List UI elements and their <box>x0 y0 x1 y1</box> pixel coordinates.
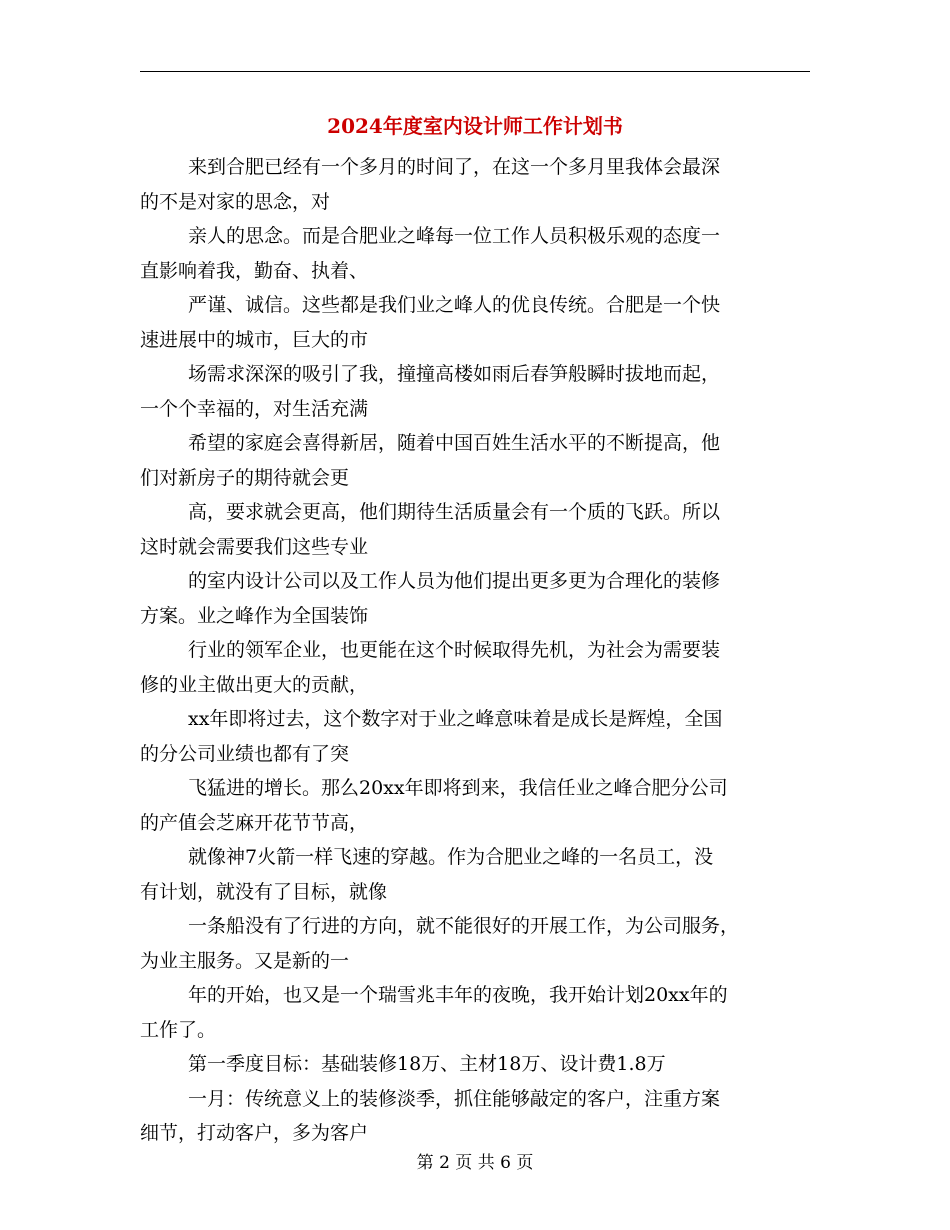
body-paragraph <box>140 564 810 633</box>
paragraph-line: 一个个幸福的，对生活充满 <box>140 397 369 420</box>
body-paragraph <box>140 1082 810 1151</box>
paragraph-line: 的产值会芝麻开花节节高， <box>140 811 369 834</box>
paragraph-line: 方案。业之峰作为全国装饰 <box>140 604 369 627</box>
paragraph-line: 来到合肥已经有一个多月的时间了，在这一个多月里我体会最深 <box>188 156 721 178</box>
body-paragraph <box>140 771 810 840</box>
paragraph-line: 行业的领军企业，也更能在这个时候取得先机，为社会为需要装 <box>188 639 721 661</box>
document-body <box>140 150 810 1151</box>
paragraph-line: 年的开始，也又是一个瑞雪兆丰年的夜晚，我开始计划20xx年的 <box>188 984 728 1006</box>
body-paragraph <box>140 219 810 288</box>
body-paragraph <box>140 909 810 978</box>
page-footer <box>0 1150 950 1176</box>
paragraph-line: 工作了。 <box>140 1018 217 1041</box>
paragraph-line: 的分公司业绩也都有了突 <box>140 742 350 765</box>
page-number-label: 第 2 页 共 6 页 <box>416 1153 534 1173</box>
body-paragraph <box>140 495 810 564</box>
body-paragraph <box>140 633 810 702</box>
body-paragraph <box>140 357 810 426</box>
document-title: 2024年度室内设计师工作计划书 <box>327 114 623 138</box>
paragraph-line: xx年即将过去，这个数字对于业之峰意味着是成长是辉煌，全国 <box>188 708 723 730</box>
paragraph-line: 速进展中的城市，巨大的市 <box>140 328 369 351</box>
body-paragraph <box>140 840 810 909</box>
paragraph-line: 的不是对家的思念，对 <box>140 190 331 213</box>
paragraph-line: 亲人的思念。而是合肥业之峰每一位工作人员积极乐观的态度一 <box>188 225 721 247</box>
paragraph-line: 第一季度目标：基础装修18万、主材18万、设计费1.8万 <box>188 1053 666 1075</box>
paragraph-line: 这时就会需要我们这些专业 <box>140 535 369 558</box>
paragraph-line: 修的业主做出更大的贡献， <box>140 673 369 696</box>
paragraph-line: 直影响着我，勤奋、执着、 <box>140 259 369 282</box>
body-paragraph <box>140 1047 810 1082</box>
body-paragraph <box>140 978 810 1047</box>
paragraph-line: 一月：传统意义上的装修淡季，抓住能够敲定的客户，注重方案 <box>188 1087 721 1110</box>
header-rule <box>140 71 810 72</box>
paragraph-line: 飞猛进的增长。那么20xx年即将到来，我信任业之峰合肥分公司 <box>188 777 728 799</box>
paragraph-line: 高，要求就会更高，他们期待生活质量会有一个质的飞跃。所以 <box>188 501 721 523</box>
paragraph-line: 就像神7火箭一样飞速的穿越。作为合肥业之峰的一名员工，没 <box>188 846 714 868</box>
paragraph-line: 希望的家庭会喜得新居，随着中国百姓生活水平的不断提高，他 <box>188 432 721 454</box>
paragraph-line: 一条船没有了行进的方向，就不能很好的开展工作，为公司服务， <box>188 915 740 937</box>
body-paragraph <box>140 426 810 495</box>
paragraph-line: 细节，打动客户，多为客户 <box>140 1122 369 1144</box>
body-paragraph <box>140 702 810 771</box>
paragraph-line: 们对新房子的期待就会更 <box>140 466 350 489</box>
paragraph-line: 为业主服务。又是新的一 <box>140 949 350 972</box>
paragraph-line: 场需求深深的吸引了我，撞撞高楼如雨后春笋般瞬时拔地而起， <box>188 363 721 385</box>
paragraph-line: 有计划，就没有了目标，就像 <box>140 880 388 903</box>
body-paragraph <box>140 288 810 357</box>
paragraph-line: 的室内设计公司以及工作人员为他们提出更多更为合理化的装修 <box>188 570 721 592</box>
paragraph-line: 严谨、诚信。这些都是我们业之峰人的优良传统。合肥是一个快 <box>188 294 721 316</box>
body-paragraph <box>140 150 810 219</box>
